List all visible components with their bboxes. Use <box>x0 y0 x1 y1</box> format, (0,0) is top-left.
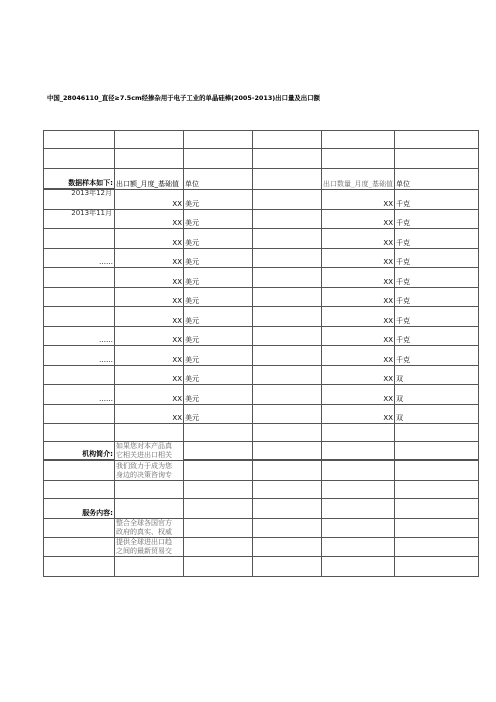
data-table <box>43 130 479 577</box>
value-col-header: 出口额_月度_基础值 <box>115 169 184 190</box>
date-cell <box>44 385 115 405</box>
unit-cell: 美元 <box>184 404 253 424</box>
table-row <box>44 248 479 268</box>
value-cell: XX <box>115 248 184 268</box>
org-label: 机构简介: <box>44 442 115 460</box>
date-cell <box>44 346 115 366</box>
org-line: 我们致力于成为您 <box>116 462 172 470</box>
unit-cell: 美元 <box>184 248 253 268</box>
page-title: 中国_28046110_直径≥7.5cm经掺杂用于电子工业的单晶硅棒(2005-2013)出口量及出口额 <box>47 94 320 102</box>
date-cell <box>44 209 115 229</box>
service-line: 提供全球进出口趋 <box>116 538 172 546</box>
date-cell <box>44 190 115 210</box>
date-cell <box>44 365 115 385</box>
empty-cell <box>253 248 322 268</box>
qty-cell: XX <box>322 346 395 366</box>
unit2-cell: 双 <box>395 404 479 424</box>
date-cell <box>44 248 115 268</box>
value-cell: XX <box>115 190 184 210</box>
unit-cell: 美元 <box>184 268 253 288</box>
empty-cell <box>253 346 322 366</box>
empty-cell <box>253 190 322 210</box>
unit2-cell: 千克 <box>395 307 479 327</box>
empty-cell <box>253 287 322 307</box>
table-row <box>44 209 479 229</box>
value-cell: XX <box>115 365 184 385</box>
service-line: 之间的最新贸易交 <box>116 547 172 555</box>
table-row <box>44 404 479 424</box>
unit-cell: 美元 <box>184 346 253 366</box>
qty-cell: XX <box>322 248 395 268</box>
value-cell: XX <box>115 385 184 405</box>
org-text-1 <box>115 442 184 461</box>
table-row <box>44 365 479 385</box>
value-cell: XX <box>115 209 184 229</box>
unit2-cell: 千克 <box>395 229 479 249</box>
org-line: 身边的决策咨询专 <box>116 471 172 479</box>
service-line: 政府的真实、权威 <box>116 528 172 536</box>
table-row <box>44 307 479 327</box>
date-cell <box>44 268 115 288</box>
unit-cell: 美元 <box>184 209 253 229</box>
org-row-2 <box>44 461 479 481</box>
service-row-2 <box>44 538 479 557</box>
ellipsis-mark: …… <box>99 336 113 344</box>
unit-cell: 美元 <box>184 229 253 249</box>
unit-cell: 美元 <box>184 326 253 346</box>
service-row-1 <box>44 519 479 538</box>
data-rows <box>44 190 479 424</box>
qty-cell: XX <box>322 365 395 385</box>
date-label: 2013年11月 <box>71 208 112 217</box>
org-line: 如果您对本产品真 <box>116 442 172 450</box>
qty-cell: XX <box>322 307 395 327</box>
table-row <box>44 287 479 307</box>
qty-cell: XX <box>322 404 395 424</box>
unit2-cell: 千克 <box>395 287 479 307</box>
table-body <box>44 131 479 190</box>
sample-label-row <box>44 169 479 189</box>
date-label: 2013年12月 <box>71 189 112 197</box>
unit-cell: 美元 <box>184 385 253 405</box>
service-text-2 <box>115 538 184 557</box>
empty-cell <box>253 229 322 249</box>
date-cell <box>44 229 115 249</box>
qty-cell: XX <box>322 268 395 288</box>
service-row <box>44 499 479 519</box>
unit2-cell: 双 <box>395 365 479 385</box>
value-cell: XX <box>115 346 184 366</box>
org-line: 它相关进出口相关 <box>116 451 172 459</box>
date-cell <box>44 287 115 307</box>
unit-col-header: 单位 <box>184 169 253 190</box>
value-cell: XX <box>115 268 184 288</box>
table-row <box>44 385 479 405</box>
unit2-cell: 千克 <box>395 190 479 210</box>
sample-label: 数据样本如下: <box>44 169 115 189</box>
table-row <box>44 326 479 346</box>
qty-cell: XX <box>322 229 395 249</box>
unit-cell: 美元 <box>184 365 253 385</box>
qty-cell: XX <box>322 209 395 229</box>
table-row <box>44 268 479 288</box>
date-cell <box>44 307 115 327</box>
unit2-cell: 千克 <box>395 326 479 346</box>
ellipsis-mark: …… <box>99 394 113 403</box>
qty-cell: XX <box>322 326 395 346</box>
empty-cell <box>253 268 322 288</box>
footer-section <box>44 424 479 577</box>
unit2-cell: 千克 <box>395 248 479 268</box>
table-row <box>44 346 479 366</box>
service-line: 整合全球各国官方 <box>116 519 172 527</box>
qty-col-header: 出口数量_月度_基础值 <box>322 169 395 190</box>
qty-cell: XX <box>322 287 395 307</box>
empty-cell <box>253 209 322 229</box>
empty-cell <box>253 385 322 405</box>
unit2-cell: 千克 <box>395 268 479 288</box>
org-text-2 <box>115 461 184 481</box>
value-cell: XX <box>115 307 184 327</box>
table-row <box>44 190 479 210</box>
unit2-cell: 双 <box>395 385 479 405</box>
unit-col2-header: 单位 <box>395 169 479 190</box>
value-cell: XX <box>115 229 184 249</box>
ellipsis-mark: …… <box>99 258 113 266</box>
service-text-1 <box>115 519 184 538</box>
unit2-cell: 千克 <box>395 209 479 229</box>
service-label: 服务内容: <box>44 499 115 519</box>
ellipsis-mark: …… <box>99 355 113 364</box>
qty-cell: XX <box>322 190 395 210</box>
blank-row <box>44 131 479 149</box>
empty-cell <box>253 307 322 327</box>
org-row <box>44 442 479 460</box>
unit-cell: 美元 <box>184 287 253 307</box>
empty-cell <box>253 326 322 346</box>
value-cell: XX <box>115 326 184 346</box>
value-cell: XX <box>115 404 184 424</box>
date-cell <box>44 404 115 424</box>
empty-cell <box>253 404 322 424</box>
unit2-cell: 千克 <box>395 346 479 366</box>
unit-cell: 美元 <box>184 190 253 210</box>
qty-cell: XX <box>322 385 395 405</box>
blank-row <box>44 149 479 169</box>
value-cell: XX <box>115 287 184 307</box>
date-cell <box>44 326 115 346</box>
empty-cell <box>253 365 322 385</box>
table-row <box>44 229 479 249</box>
unit-cell: 美元 <box>184 307 253 327</box>
